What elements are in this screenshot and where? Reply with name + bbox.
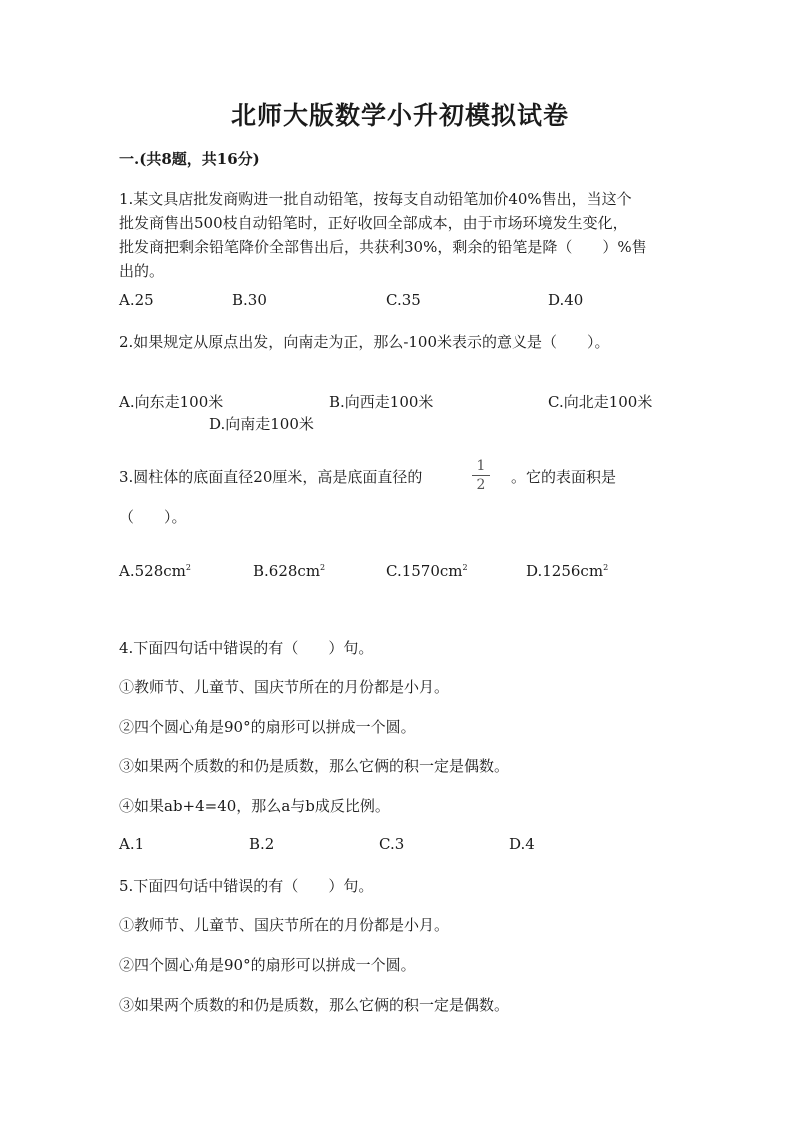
q5-statement-3: ③如果两个质数的和仍是质数，那么它俩的积一定是偶数。 xyxy=(119,996,510,1014)
q3-option-b[interactable] xyxy=(253,562,325,580)
q3-option-b-value: B.628cm xyxy=(253,562,321,580)
q4-statement-4: ④如果ab+4=40，那么a与b成反比例。 xyxy=(119,797,390,815)
q2-text: 2.如果规定从原点出发，向南走为正，那么-100米表示的意义是（ ）。 xyxy=(119,333,610,351)
q4-statement-1: ①教师节、儿童节、国庆节所在的月份都是小月。 xyxy=(119,678,450,696)
q5-text: 5.下面四句话中错误的有（ ）句。 xyxy=(119,877,374,895)
q4-text: 4.下面四句话中错误的有（ ）句。 xyxy=(119,639,374,657)
q1-line-2: 批发商售出500枝自动铅笔时，正好收回全部成本，由于市场环境发生变化， xyxy=(119,214,628,232)
q4-option-a[interactable]: A.1 xyxy=(119,835,145,853)
q1-option-c[interactable]: C.35 xyxy=(386,291,421,309)
q4-option-c[interactable]: C.3 xyxy=(379,835,405,853)
q1-line-4: 出的。 xyxy=(119,262,165,280)
q1-line-3: 批发商把剩余铅笔降价全部售出后，共获利30%，剩余的铅笔是降（ ）%售 xyxy=(119,238,647,256)
q3-option-c-value: C.1570cm xyxy=(386,562,463,580)
q5-statement-2: ②四个圆心角是90°的扇形可以拼成一个圆。 xyxy=(119,956,416,974)
q3-option-a[interactable] xyxy=(119,562,191,580)
q3-text-before: 3.圆柱体的底面直径20厘米，高是底面直径的 xyxy=(119,468,423,486)
q3-option-c[interactable] xyxy=(386,562,468,580)
q3-fraction-numerator: 1 xyxy=(476,458,486,474)
section-heading: 一.(共8题，共16分) xyxy=(119,150,260,168)
q3-fraction xyxy=(472,459,490,492)
q3-option-c-sup: 2 xyxy=(462,563,468,572)
q4-option-b[interactable]: B.2 xyxy=(249,835,275,853)
q3-option-a-value: A.528cm xyxy=(119,562,186,580)
page-title: 北师大版数学小升初模拟试卷 xyxy=(230,101,569,130)
q5-statement-1: ①教师节、儿童节、国庆节所在的月份都是小月。 xyxy=(119,916,450,934)
q2-option-c[interactable]: C.向北走100米 xyxy=(548,393,653,411)
q1-option-d[interactable]: D.40 xyxy=(548,291,584,309)
q3-option-d-value: D.1256cm xyxy=(526,562,604,580)
q4-statement-3: ③如果两个质数的和仍是质数，那么它俩的积一定是偶数。 xyxy=(119,757,510,775)
q3-option-b-sup: 2 xyxy=(320,563,326,572)
q3-fraction-denominator: 2 xyxy=(476,477,486,493)
q3-option-d[interactable] xyxy=(526,562,608,580)
q1-option-a[interactable]: A.25 xyxy=(119,291,154,309)
q2-option-b[interactable]: B.向西走100米 xyxy=(329,393,434,411)
q4-statement-2: ②四个圆心角是90°的扇形可以拼成一个圆。 xyxy=(119,718,416,736)
q2-option-a[interactable]: A.向东走100米 xyxy=(119,393,224,411)
q4-option-d[interactable]: D.4 xyxy=(509,835,535,853)
q2-option-d[interactable]: D.向南走100米 xyxy=(209,415,314,433)
q1-option-b[interactable]: B.30 xyxy=(232,291,267,309)
q3-option-a-sup: 2 xyxy=(185,563,191,572)
q3-option-d-sup: 2 xyxy=(603,563,609,572)
q3-fraction-bar xyxy=(472,475,490,476)
q3-line-2: （ ）。 xyxy=(119,508,187,526)
q1-line-1: 1.某文具店批发商购进一批自动铅笔，按每支自动铅笔加价40%售出，当这个 xyxy=(119,190,632,208)
q3-text-after: 。它的表面积是 xyxy=(511,468,617,486)
